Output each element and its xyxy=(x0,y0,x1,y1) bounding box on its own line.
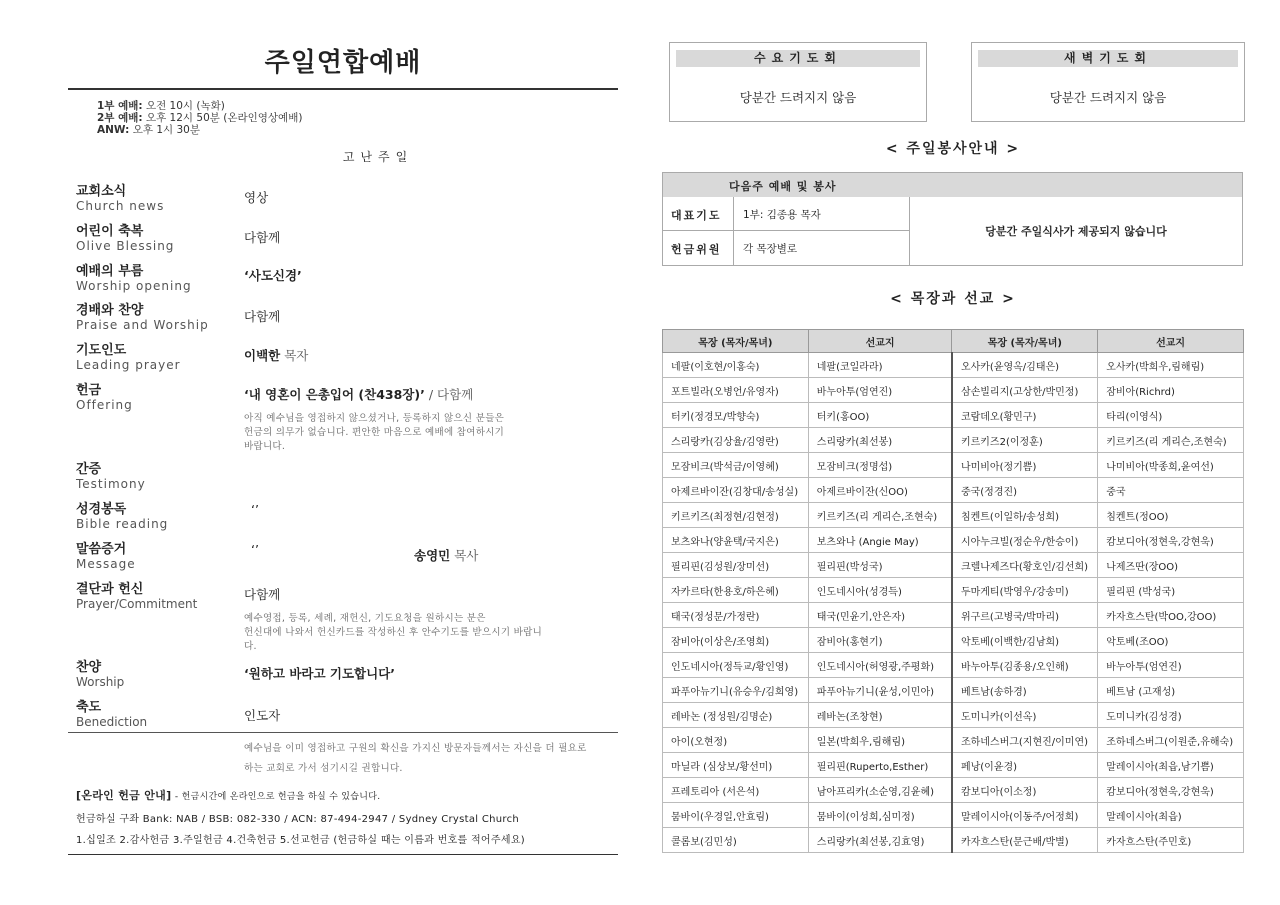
order-item-leading-prayer: 기도인도 Leading prayer 이백한 목자 xyxy=(76,343,309,372)
cell-group: 파푸아뉴기니(유승우/김희영) xyxy=(663,678,809,703)
table-row xyxy=(663,503,1244,528)
table-row xyxy=(663,728,1244,753)
order-item-worship-opening: 예배의 부름 Worship opening ‘사도신경’ xyxy=(76,264,302,293)
order-item-benediction: 축도 Benediction 인도자 xyxy=(76,700,281,729)
cell-group: 모잠비크(박석금/이영혜) xyxy=(663,453,809,478)
col-header: 목장 (목자/목녀) xyxy=(663,330,809,353)
page-title: 주일연합예배 xyxy=(264,48,422,78)
cell-group: 필리핀(김성원/장미선) xyxy=(663,553,809,578)
table-row xyxy=(663,353,1244,378)
cell-mission: 조하네스버그(이원준,유해숙) xyxy=(1098,728,1244,753)
table-row xyxy=(663,428,1244,453)
offering-types: 1.십일조 2.감사헌금 3.주일헌금 4.건축헌금 5.선교헌금 (헌금하실 때는 이름과 번호를 적어주세요) xyxy=(76,835,525,846)
cell-mission: 보츠와나 (Angie May) xyxy=(808,528,952,553)
cell-group: 자카르타(한용호/하은혜) xyxy=(663,578,809,603)
bank-account: 헌금하실 구좌 Bank: NAB / BSB: 082-330 / ACN: 87-494-2947 / Sydney Crystal Church xyxy=(76,814,520,825)
dawn-prayer-box xyxy=(971,42,1245,122)
col-header: 선교지 xyxy=(808,330,952,353)
cell-mission: 필리핀(박성국) xyxy=(808,553,952,578)
cell-group: 베트남(송하경) xyxy=(952,678,1098,703)
cell-group: 포트빌라(오병언/유영자) xyxy=(663,378,809,403)
offering-note: 아직 예수님을 영접하지 않으셨거나, 등록하지 않으신 분들은 헌금의 의무가 없습니다. 편안한 마음으로 예배에 참여하시기 바랍니다. xyxy=(244,413,505,452)
cell-group: 두마게티(박영우/강송미) xyxy=(952,578,1098,603)
table-row xyxy=(663,578,1244,603)
cell-mission: 캄보디아(정현욱,강현욱) xyxy=(1098,528,1244,553)
dawn-prayer-title: 새벽기도회 xyxy=(978,50,1238,67)
table-row xyxy=(663,653,1244,678)
cell-group: 도미니카(이선옥) xyxy=(952,703,1098,728)
cell-group: 카자흐스탄(문근배/박별) xyxy=(952,828,1098,853)
table-row xyxy=(663,678,1244,703)
cell-group: 스리랑카(김상율/김영란) xyxy=(663,428,809,453)
dawn-prayer-text: 당분간 드려지지 않음 xyxy=(1049,90,1167,105)
wednesday-prayer-box xyxy=(669,42,927,122)
cell-mission: 타리(이영식) xyxy=(1098,403,1244,428)
cell-mission: 말레이시아(최읍) xyxy=(1098,803,1244,828)
cell-mission: 바누아투(엄연진) xyxy=(1098,653,1244,678)
cell-mission: 모잠비크(정명섭) xyxy=(808,453,952,478)
cell-group: 잠비아(이상은/조영희) xyxy=(663,628,809,653)
cell-group: 아제르바이잔(김창대/송성실) xyxy=(663,478,809,503)
cell-group: 프레토리아 (서은석) xyxy=(663,778,809,803)
cell-mission: 카자흐스탄(박OO,강OO) xyxy=(1098,603,1244,628)
table-row xyxy=(663,753,1244,778)
table-row xyxy=(663,378,1244,403)
cell-mission: 키르키즈(리 게리슨,조현숙) xyxy=(808,503,952,528)
online-offering-info: [온라인 헌금 안내] - 헌금시간에 온라인으로 헌금을 하실 수 있습니다. xyxy=(76,789,381,802)
cell-group: 중국(정경진) xyxy=(952,478,1098,503)
cell-mission: 캄보디아(정현욱,강현욱) xyxy=(1098,778,1244,803)
offering-row: 헌금위원 각 목장별로 xyxy=(671,243,798,256)
cell-mission: 침켄트(정OO) xyxy=(1098,503,1244,528)
order-item-offering: 헌금 Offering ‘내 영혼이 은총입어 (찬438장)’ / 다함께 아직 예수님을 영접하지 않으셨거나, 등록하지 않으신 분들은 헌금의 의무가 없습니다. 편안한 마음으로 예배에 참여하시기 바랍니다. xyxy=(76,379,616,412)
cell-group: 악토베(이백한/김남희) xyxy=(952,628,1098,653)
cell-group: 바누아투(김종용/오인해) xyxy=(952,653,1098,678)
cell-group: 코람데오(황민구) xyxy=(952,403,1098,428)
commitment-note: 예수영접, 등록, 세례, 재헌신, 기도요청을 원하시는 분은 헌신대에 나와서 헌신카드를 작성하신 후 안수기도를 받으시기 바랍니 다. xyxy=(244,613,543,652)
order-item-bible-reading: 성경봉독 Bible reading ‘’ xyxy=(76,502,259,531)
cell-group: 크렐나제즈다(황호인/김선희) xyxy=(952,553,1098,578)
order-item-message: 말씀증거 Message ‘’ 송영민 목사 xyxy=(76,542,479,571)
service-heading: < 주일봉사안내 > xyxy=(885,141,1021,157)
table-row xyxy=(663,603,1244,628)
cell-mission: 베트남 (고재성) xyxy=(1098,678,1244,703)
cell-mission: 잠비아(Richrd) xyxy=(1098,378,1244,403)
table-row xyxy=(663,703,1244,728)
time-row: 1부 예배: 오전 10시 (녹화) xyxy=(97,100,225,112)
cell-mission: 잠비아(홍현기) xyxy=(808,628,952,653)
order-item-testimony: 간증 Testimony xyxy=(76,462,146,491)
cell-group: 키르키즈(최정현/김현정) xyxy=(663,503,809,528)
cell-mission: 터키(홍OO) xyxy=(808,403,952,428)
table-row xyxy=(663,803,1244,828)
visitor-note: 예수님을 이미 영접하고 구원의 확신을 가지신 방문자들께서는 자신을 더 필요로 하는 교회로 가서 섬기시길 권합니다. xyxy=(244,743,587,774)
cell-mission: 스리랑카(최선봉,김효영) xyxy=(808,828,952,853)
mission-header-row xyxy=(663,330,1244,353)
cell-group: 페낭(이윤경) xyxy=(952,753,1098,778)
service-note: 당분간 주일식사가 제공되지 않습니다 xyxy=(985,225,1167,238)
service-table xyxy=(662,172,1243,266)
rep-prayer-row: 대표기도 1부: 김종용 목자 xyxy=(663,197,909,231)
table-row xyxy=(663,478,1244,503)
cell-group: 조하네스버그(지현진/이미연) xyxy=(952,728,1098,753)
cell-mission: 파푸아뉴기니(윤성,이민아) xyxy=(808,678,952,703)
cell-mission: 뭄바이(이성희,심미정) xyxy=(808,803,952,828)
cell-group: 캄보디아(이소정) xyxy=(952,778,1098,803)
cell-group: 말레이시아(이동주/어정희) xyxy=(952,803,1098,828)
mission-table xyxy=(662,329,1244,853)
cell-mission: 카자흐스탄(주민호) xyxy=(1098,828,1244,853)
cell-group: 키르키즈2(이정훈) xyxy=(952,428,1098,453)
cell-mission: 오사카(박희우,림해림) xyxy=(1098,353,1244,378)
order-item-church-news: 교회소식 Church news 영상 xyxy=(76,184,269,213)
time-row: ANW: 오후 1시 30분 xyxy=(97,124,201,136)
mission-body xyxy=(663,353,1244,853)
table-row xyxy=(663,528,1244,553)
cell-mission: 네팔(코일라라) xyxy=(808,353,952,378)
cell-mission: 일본(박희우,림해림) xyxy=(808,728,952,753)
cell-mission: 아제르바이잔(신OO) xyxy=(808,478,952,503)
cell-mission: 악토베(조OO) xyxy=(1098,628,1244,653)
cell-group: 터키(정경모/박향숙) xyxy=(663,403,809,428)
cell-mission: 중국 xyxy=(1098,478,1244,503)
cell-group: 위구르(고병국/박마리) xyxy=(952,603,1098,628)
cell-mission: 나제즈딴(장OO) xyxy=(1098,553,1244,578)
cell-group: 레바논 (정성원/김명순) xyxy=(663,703,809,728)
cell-mission: 스리랑카(최선봉) xyxy=(808,428,952,453)
cell-group: 시아누크빌(정순우/한승이) xyxy=(952,528,1098,553)
cell-mission: 말레이시아(최읍,남기쁨) xyxy=(1098,753,1244,778)
order-item-olive-blessing: 어린이 축복 Olive Blessing 다함께 xyxy=(76,224,281,253)
cell-group: 삼손빌리지(고상한/박민정) xyxy=(952,378,1098,403)
sunday-name: 고난주일 xyxy=(342,150,414,164)
cell-mission: 도미니카(김성경) xyxy=(1098,703,1244,728)
table-row xyxy=(663,628,1244,653)
cell-group: 오사카(윤영옥/김태은) xyxy=(952,353,1098,378)
cell-mission: 나미비아(박종희,윤여선) xyxy=(1098,453,1244,478)
cell-mission: 인도네시아(성경득) xyxy=(808,578,952,603)
cell-group: 콜롬보(김민성) xyxy=(663,828,809,853)
cell-group: 마닐라 (심상보/황선미) xyxy=(663,753,809,778)
cell-mission: 레바논(조창현) xyxy=(808,703,952,728)
service-times xyxy=(97,100,302,136)
divider xyxy=(68,732,618,733)
cell-group: 아이(오현정) xyxy=(663,728,809,753)
cell-mission: 인도네시아(허영광,주평화) xyxy=(808,653,952,678)
cell-mission: 바누아투(엄연진) xyxy=(808,378,952,403)
col-header: 선교지 xyxy=(1098,330,1244,353)
order-item-commitment: 결단과 헌신 Prayer/Commitment 다함께 예수영접, 등록, 세례, 재헌신, 기도요청을 원하시는 분은 헌신대에 나와서 헌신카드를 작성하신 후 안수기도를 받으시기 바랍니 다. xyxy=(76,578,616,611)
cell-mission: 필리핀 (박성국) xyxy=(1098,578,1244,603)
footer-rule xyxy=(68,854,618,855)
cell-group: 뭄바이(우경일,안효림) xyxy=(663,803,809,828)
table-row xyxy=(663,403,1244,428)
cell-mission: 키르키즈(리 게리슨,조현숙) xyxy=(1098,428,1244,453)
cell-mission: 태국(민윤기,안은자) xyxy=(808,603,952,628)
cell-group: 인도네시아(정득교/황인영) xyxy=(663,653,809,678)
cell-group: 나미비아(정기쁨) xyxy=(952,453,1098,478)
cell-group: 태국(정성문/가정란) xyxy=(663,603,809,628)
wednesday-prayer-title: 수요기도회 xyxy=(676,50,920,67)
wednesday-prayer-text: 당분간 드려지지 않음 xyxy=(739,90,857,105)
next-week-bar: 다음주 예배 및 봉사 xyxy=(663,173,1242,197)
cell-group: 보츠와나(양윤택/국지은) xyxy=(663,528,809,553)
table-row xyxy=(663,453,1244,478)
order-item-praise: 경배와 찬양 Praise and Worship 다함께 xyxy=(76,303,281,332)
order-item-worship: 찬양 Worship ‘원하고 바라고 기도합니다’ xyxy=(76,660,396,689)
cell-group: 네팔(이호현/이홍숙) xyxy=(663,353,809,378)
table-row xyxy=(663,553,1244,578)
table-row xyxy=(663,778,1244,803)
cell-mission: 필리핀(Ruperto,Esther) xyxy=(808,753,952,778)
table-row xyxy=(663,828,1244,853)
cell-mission: 남아프리카(소순영,김윤혜) xyxy=(808,778,952,803)
col-header: 목장 (목자/목녀) xyxy=(952,330,1098,353)
title-rule xyxy=(68,88,618,90)
mission-heading: < 목장과 선교 > xyxy=(890,291,1016,307)
time-row: 2부 예배: 오후 12시 50분 (온라인영상예배) xyxy=(97,112,303,124)
cell-group: 침켄트(이일하/송성희) xyxy=(952,503,1098,528)
